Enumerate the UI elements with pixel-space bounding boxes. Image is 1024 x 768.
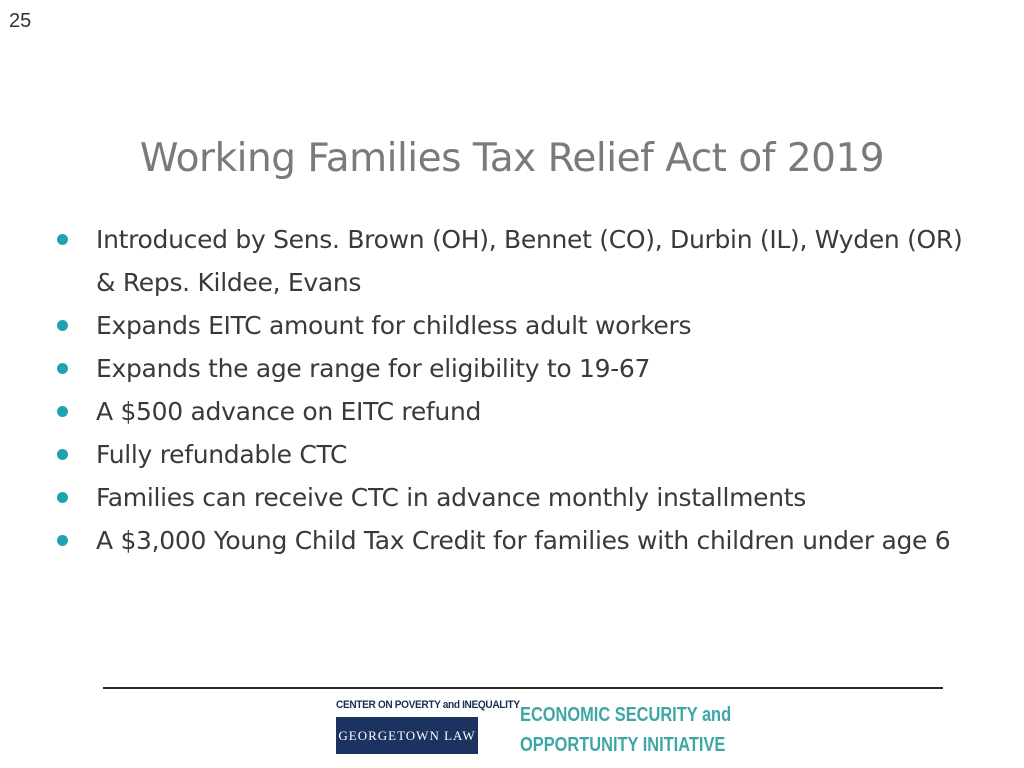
bullet-text: Families can receive CTC in advance monthly installments bbox=[96, 483, 806, 512]
bullet-item bbox=[52, 347, 972, 390]
bullet-text: A $3,000 Young Child Tax Credit for families with children under age 6 bbox=[96, 526, 951, 555]
bullet-item bbox=[52, 519, 972, 562]
bullet-dot-icon bbox=[57, 492, 68, 503]
bullet-dot-icon bbox=[57, 535, 68, 546]
center-on-poverty-logo bbox=[336, 696, 520, 754]
bullet-text: Fully refundable CTC bbox=[96, 440, 348, 469]
bullet-list bbox=[52, 218, 972, 562]
bullet-item bbox=[52, 218, 972, 304]
bullet-item bbox=[52, 433, 972, 476]
bullet-text: Expands the age range for eligibility to 19-67 bbox=[96, 354, 651, 383]
bullet-dot-icon bbox=[57, 406, 68, 417]
footer-divider bbox=[103, 687, 943, 689]
slide-title: Working Families Tax Relief Act of 2019 bbox=[139, 136, 885, 181]
logo-esoi-line1: ECONOMIC SECURITY and bbox=[520, 704, 732, 726]
bullet-dot-icon bbox=[57, 363, 68, 374]
bullet-text: Introduced by Sens. Brown (OH), Bennet (CO), Durbin (IL), Wyden (OR) & Reps. Kildee, Evans bbox=[96, 225, 963, 297]
logo-cpi-bottom-text: GEORGETOWN LAW bbox=[336, 717, 478, 754]
logo-cpi-top-text: CENTER ON POVERTY and INEQUALITY bbox=[336, 699, 520, 711]
bullet-item bbox=[52, 304, 972, 347]
bullet-text: A $500 advance on EITC refund bbox=[96, 397, 482, 426]
logo-esoi-line2: OPPORTUNITY INITIATIVE bbox=[520, 734, 726, 756]
bullet-dot-icon bbox=[57, 320, 68, 331]
slide-number: 25 bbox=[9, 10, 32, 32]
bullet-item bbox=[52, 390, 972, 433]
bullet-text: Expands EITC amount for childless adult workers bbox=[96, 311, 692, 340]
bullet-dot-icon bbox=[57, 234, 68, 245]
bullet-dot-icon bbox=[57, 449, 68, 460]
economic-security-logo bbox=[520, 700, 731, 760]
bullet-item bbox=[52, 476, 972, 519]
